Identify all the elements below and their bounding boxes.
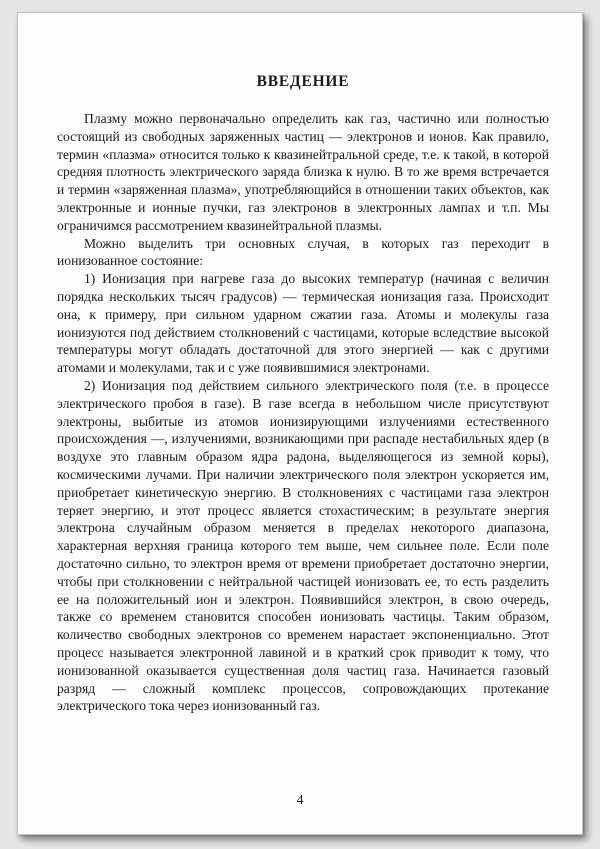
document-page: [17, 12, 583, 835]
paragraph-case-2: 2) Ионизация под действием сильного электрического поля (т.е. в процессе электрического пробоя в газе). В газе всегда в небольшом числе присутствуют электроны, выбитые из атомов ионизирующими излучениями естественного происхождения —, излучениями, возникающими при распаде нестабильных ядер (в воздухе это главным образом ядра радона, выделяющегося из земной коры), космическими лучами. При наличии электрического поля электрон ускоряется им, приобретает кинетическую энергию. В столкновениях с частицами газа электрон теряет энергию, и этот процесс является стохастическим; в результате энергия электрона случайным образом меняется в пределах некоторого диапазона, характерная верхняя граница которого тем выше, чем сильнее поле. Если поле достаточно сильно, то электрон время от времени приобретает достаточно энергии, чтобы при столкновении с нейтральной частицей ионизовать ее, то есть разделить ее на положительный ион и электрон. Появившийся электрон, в свою очередь, также со временем становится способен ионизовать частицы. Таким образом, количество свободных электронов со временем нарастает экспоненциально. Этот процесс называется электронной лавиной и в краткий срок приводит к тому, что ионизованной оказывается существенная доля частиц газа. Начинается газовый разряд — сложный комплекс процессов, сопровождающих протекание электрического тока через ионизованный газ.: [57, 377, 549, 714]
paragraph-intro: Плазму можно первоначально определить как газ, частично или полностью состоящий из свободных заряженных частиц — электронов и ионов. Как правило, термин «плазма» относится только к квазинейтральной среде, т.е. к такой, в которой средняя плотность электрического заряда близка к нулю. В то же время встречается и термин «заряженная плазма», употребляющийся в отношении таких объектов, как электронные и ионные пучки, газ электронов в электронных лампах и т.п. Мы ограничимся рассмотрением квазинейтральной плазмы.: [57, 111, 549, 233]
page-number: 4: [296, 792, 304, 807]
page-title: ВВЕДЕНИЕ: [256, 73, 350, 90]
paragraph-case-1: 1) Ионизация при нагреве газа до высоких температур (начиная с величин порядка нескольких тысяч градусов) — термическая ионизация газа. Происходит она, к примеру, при сильном ударном сжатии газа. Атомы и молекулы газа ионизуются под действием столкновений с частицами, которые вследствие высокой температуры могут обладать достаточной для этого энергией — как с другими атомами и молекулами, так и с уже появившимися электронами.: [57, 271, 549, 376]
paragraph-cases-intro: Можно выделить три основных случая, в которых газ переходит в ионизованное состояние:: [57, 235, 549, 269]
